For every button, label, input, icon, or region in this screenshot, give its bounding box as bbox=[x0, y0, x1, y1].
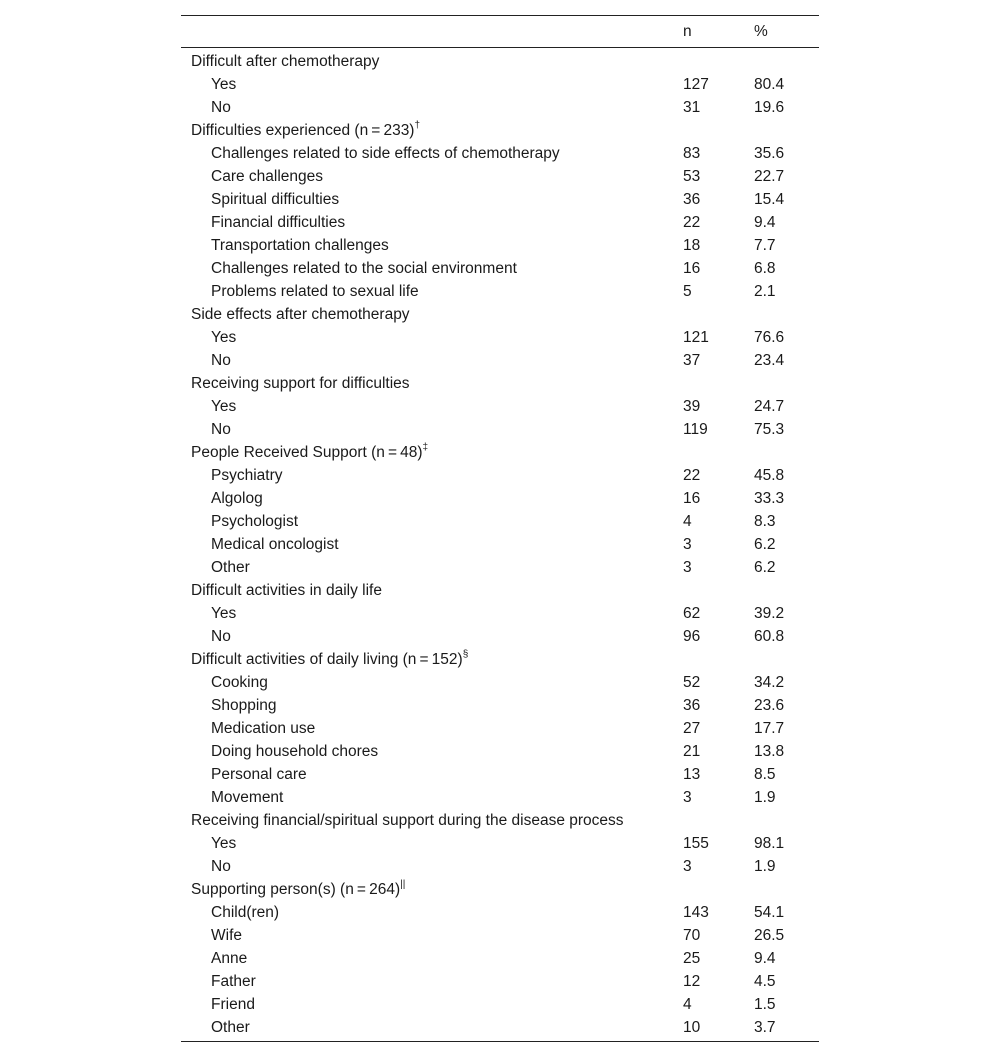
section-row bbox=[181, 303, 819, 326]
table-row bbox=[181, 763, 819, 786]
row-label: Doing household chores bbox=[211, 743, 379, 760]
row-percent: 6.2 bbox=[754, 559, 776, 576]
row-label: No bbox=[211, 628, 231, 645]
row-percent: 35.6 bbox=[754, 145, 785, 162]
table-row bbox=[181, 901, 819, 924]
row-n: 13 bbox=[683, 766, 701, 783]
section-row bbox=[181, 441, 819, 464]
row-n: 4 bbox=[683, 996, 692, 1013]
row-percent: 1.9 bbox=[754, 789, 776, 806]
table-row bbox=[181, 786, 819, 809]
row-label: No bbox=[211, 99, 231, 116]
row-label: Shopping bbox=[211, 697, 277, 714]
table-row bbox=[181, 671, 819, 694]
bottom-rule bbox=[181, 1041, 819, 1042]
row-label: Child(ren) bbox=[211, 904, 280, 921]
row-n: 10 bbox=[683, 1019, 701, 1036]
row-label: Financial difficulties bbox=[211, 214, 346, 231]
section-title-text: Difficult activities in daily life bbox=[191, 582, 382, 599]
row-percent: 8.5 bbox=[754, 766, 776, 783]
table-row bbox=[181, 211, 819, 234]
table-row bbox=[181, 947, 819, 970]
row-percent: 22.7 bbox=[754, 168, 785, 185]
table-row bbox=[181, 993, 819, 1016]
row-n: 16 bbox=[683, 490, 701, 507]
row-percent: 39.2 bbox=[754, 605, 785, 622]
table-row bbox=[181, 96, 819, 119]
row-label: Yes bbox=[211, 398, 237, 415]
table-row bbox=[181, 188, 819, 211]
row-label: Father bbox=[211, 973, 256, 990]
row-percent: 45.8 bbox=[754, 467, 785, 484]
row-n: 121 bbox=[683, 329, 709, 346]
row-n: 36 bbox=[683, 191, 701, 208]
table-row bbox=[181, 326, 819, 349]
footnote-marker: ‡ bbox=[422, 441, 429, 453]
row-n: 25 bbox=[683, 950, 701, 967]
row-percent: 34.2 bbox=[754, 674, 785, 691]
row-percent: 98.1 bbox=[754, 835, 785, 852]
table-row bbox=[181, 510, 819, 533]
row-label: Anne bbox=[211, 950, 248, 967]
row-n: 119 bbox=[683, 421, 708, 438]
table-row bbox=[181, 740, 819, 763]
row-n: 37 bbox=[683, 352, 701, 369]
section-title bbox=[191, 441, 428, 464]
table-row bbox=[181, 142, 819, 165]
table-row bbox=[181, 625, 819, 648]
row-label: Transportation challenges bbox=[211, 237, 389, 254]
row-label: No bbox=[211, 858, 231, 875]
table-row bbox=[181, 970, 819, 993]
row-percent: 54.1 bbox=[754, 904, 785, 921]
table-row bbox=[181, 280, 819, 303]
row-label: Yes bbox=[211, 835, 237, 852]
table-row bbox=[181, 832, 819, 855]
row-percent: 2.1 bbox=[754, 283, 776, 300]
row-label: Other bbox=[211, 1019, 250, 1036]
row-n: 27 bbox=[683, 720, 701, 737]
row-n: 52 bbox=[683, 674, 701, 691]
row-n: 62 bbox=[683, 605, 701, 622]
section-row bbox=[181, 809, 819, 832]
table-row bbox=[181, 165, 819, 188]
row-n: 3 bbox=[683, 559, 692, 576]
section-title-text: Difficult activities of daily living (n = 152) bbox=[191, 651, 463, 668]
row-percent: 8.3 bbox=[754, 513, 776, 530]
section-title bbox=[191, 809, 624, 832]
row-n: 70 bbox=[683, 927, 701, 944]
table-row bbox=[181, 257, 819, 280]
table-row bbox=[181, 487, 819, 510]
table-row bbox=[181, 349, 819, 372]
row-n: 22 bbox=[683, 214, 701, 231]
row-percent: 1.5 bbox=[754, 996, 776, 1013]
row-percent: 60.8 bbox=[754, 628, 785, 645]
section-title-text: Supporting person(s) (n = 264) bbox=[191, 881, 401, 898]
row-percent: 1.9 bbox=[754, 858, 776, 875]
section-title-text: Difficult after chemotherapy bbox=[191, 53, 380, 70]
section-title bbox=[191, 878, 405, 901]
row-n: 39 bbox=[683, 398, 701, 415]
row-percent: 6.8 bbox=[754, 260, 776, 277]
table-row bbox=[181, 602, 819, 625]
footnote-marker: || bbox=[400, 878, 406, 890]
table-row bbox=[181, 556, 819, 579]
row-percent: 17.7 bbox=[754, 720, 785, 737]
table-row bbox=[181, 418, 819, 441]
header-n: n bbox=[683, 23, 692, 40]
section-title-text: Difficulties experienced (n = 233) bbox=[191, 122, 415, 139]
row-label: Other bbox=[211, 559, 250, 576]
table-row bbox=[181, 73, 819, 96]
row-label: Psychologist bbox=[211, 513, 299, 530]
row-label: Medical oncologist bbox=[211, 536, 339, 553]
row-percent: 13.8 bbox=[754, 743, 785, 760]
row-percent: 24.7 bbox=[754, 398, 785, 415]
section-title bbox=[191, 119, 420, 142]
section-title-text: Receiving support for difficulties bbox=[191, 375, 410, 392]
row-percent: 3.7 bbox=[754, 1019, 776, 1036]
row-n: 22 bbox=[683, 467, 701, 484]
header-percent: % bbox=[754, 23, 768, 40]
table-row bbox=[181, 924, 819, 947]
table-row bbox=[181, 464, 819, 487]
table-row bbox=[181, 1016, 819, 1039]
row-n: 16 bbox=[683, 260, 701, 277]
row-label: Personal care bbox=[211, 766, 307, 783]
row-n: 4 bbox=[683, 513, 692, 530]
section-title bbox=[191, 50, 379, 73]
section-title bbox=[191, 579, 382, 602]
row-label: Yes bbox=[211, 329, 237, 346]
row-percent: 26.5 bbox=[754, 927, 785, 944]
row-percent: 15.4 bbox=[754, 191, 785, 208]
row-n: 143 bbox=[683, 904, 709, 921]
row-label: Psychiatry bbox=[211, 467, 283, 484]
row-n: 3 bbox=[683, 858, 692, 875]
row-n: 5 bbox=[683, 283, 692, 300]
row-n: 21 bbox=[683, 743, 701, 760]
section-row bbox=[181, 372, 819, 395]
row-label: Medication use bbox=[211, 720, 316, 737]
footnote-marker: § bbox=[462, 648, 469, 660]
row-percent: 76.6 bbox=[754, 329, 785, 346]
row-n: 96 bbox=[683, 628, 701, 645]
section-row bbox=[181, 50, 819, 73]
table-header-row bbox=[181, 16, 819, 47]
row-percent: 9.4 bbox=[754, 214, 776, 231]
section-title-text: People Received Support (n = 48) bbox=[191, 444, 423, 461]
row-percent: 4.5 bbox=[754, 973, 776, 990]
row-label: Care challenges bbox=[211, 168, 324, 185]
row-label: No bbox=[211, 352, 231, 369]
row-label: Algolog bbox=[211, 490, 263, 507]
row-n: 36 bbox=[683, 697, 701, 714]
section-row bbox=[181, 878, 819, 901]
row-label: Cooking bbox=[211, 674, 268, 691]
row-label: No bbox=[211, 421, 231, 438]
row-label: Challenges related to side effects of chemotherapy bbox=[211, 145, 560, 162]
row-n: 12 bbox=[683, 973, 701, 990]
section-title bbox=[191, 372, 410, 395]
table-row bbox=[181, 717, 819, 740]
row-n: 127 bbox=[683, 76, 709, 93]
row-n: 155 bbox=[683, 835, 709, 852]
section-title-text: Receiving financial/spiritual support during the disease process bbox=[191, 812, 624, 829]
row-percent: 7.7 bbox=[754, 237, 776, 254]
section-row bbox=[181, 119, 819, 142]
table-body bbox=[181, 50, 819, 1039]
section-row bbox=[181, 648, 819, 671]
footnote-marker: † bbox=[414, 119, 421, 131]
row-percent: 6.2 bbox=[754, 536, 776, 553]
row-label: Movement bbox=[211, 789, 284, 806]
row-label: Yes bbox=[211, 76, 237, 93]
row-n: 3 bbox=[683, 789, 692, 806]
row-n: 18 bbox=[683, 237, 701, 254]
results-table bbox=[181, 15, 819, 1042]
row-n: 31 bbox=[683, 99, 701, 116]
row-percent: 9.4 bbox=[754, 950, 776, 967]
table-row bbox=[181, 395, 819, 418]
row-percent: 19.6 bbox=[754, 99, 785, 116]
row-n: 83 bbox=[683, 145, 701, 162]
row-percent: 75.3 bbox=[754, 421, 785, 438]
row-n: 53 bbox=[683, 168, 701, 185]
row-label: Problems related to sexual life bbox=[211, 283, 419, 300]
row-percent: 23.4 bbox=[754, 352, 785, 369]
section-row bbox=[181, 579, 819, 602]
table-row bbox=[181, 855, 819, 878]
section-title bbox=[191, 648, 468, 671]
table-row bbox=[181, 694, 819, 717]
table-row bbox=[181, 234, 819, 257]
row-percent: 80.4 bbox=[754, 76, 785, 93]
section-title bbox=[191, 303, 410, 326]
row-n: 3 bbox=[683, 536, 692, 553]
row-label: Spiritual difficulties bbox=[211, 191, 340, 208]
row-label: Challenges related to the social environment bbox=[211, 260, 517, 277]
row-percent: 33.3 bbox=[754, 490, 785, 507]
row-label: Friend bbox=[211, 996, 255, 1013]
section-title-text: Side effects after chemotherapy bbox=[191, 306, 410, 323]
row-label: Yes bbox=[211, 605, 237, 622]
row-percent: 23.6 bbox=[754, 697, 785, 714]
table-row bbox=[181, 533, 819, 556]
row-label: Wife bbox=[211, 927, 242, 944]
